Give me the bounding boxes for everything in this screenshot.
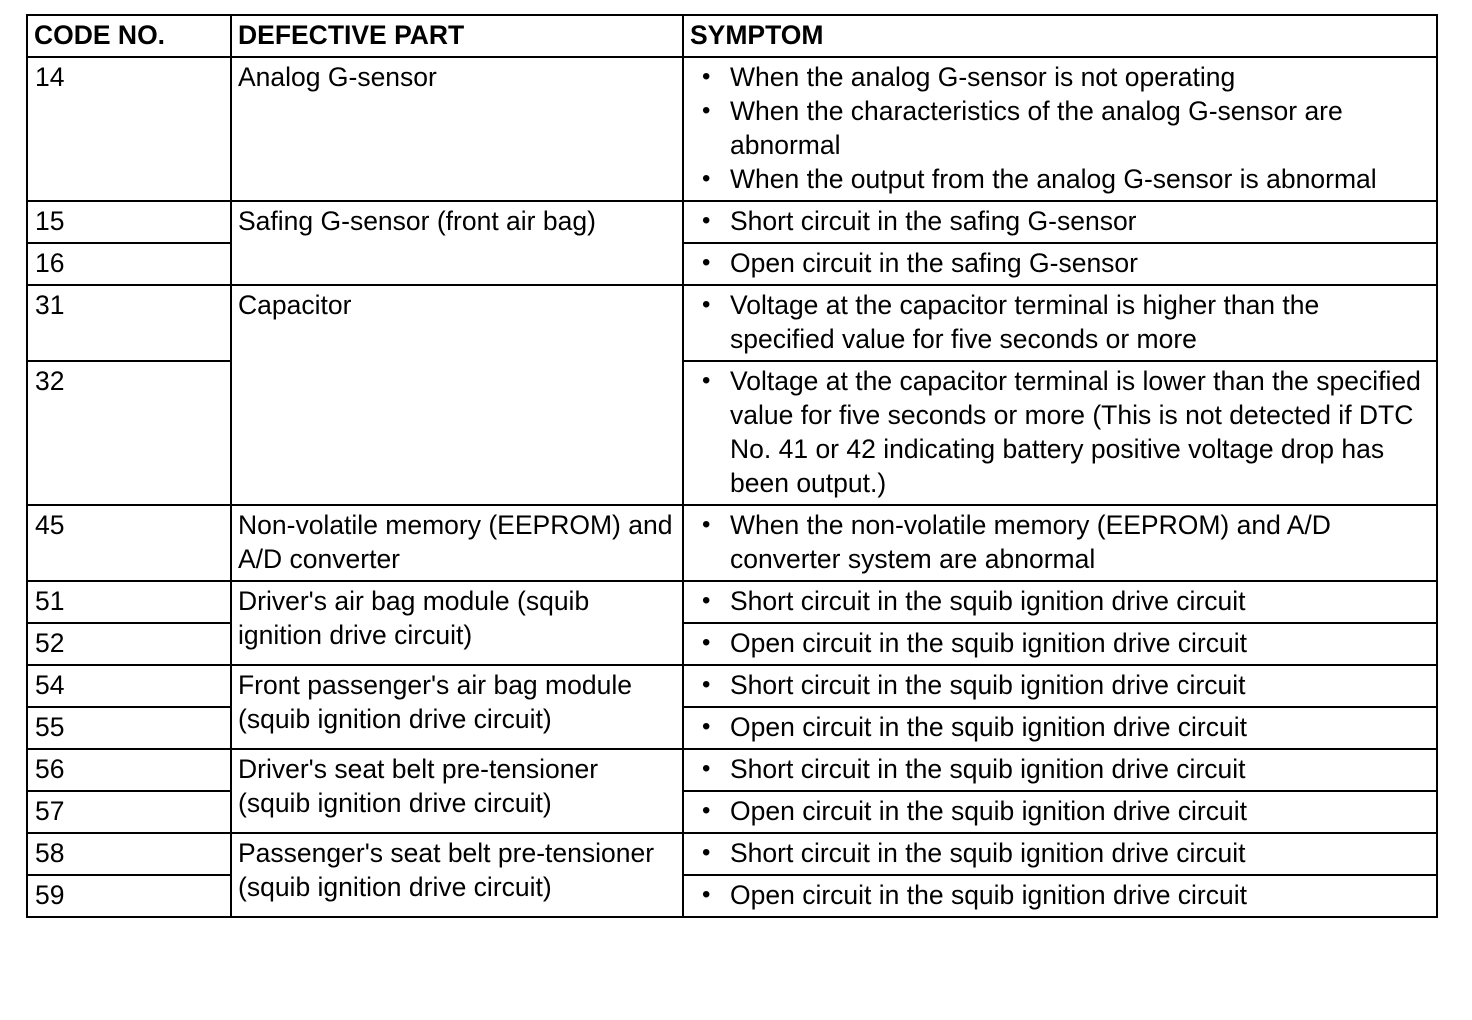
symptom-item: • Short circuit in the squib ignition drive circuit [730,752,1430,786]
symptom-item: • Short circuit in the squib ignition drive circuit [730,836,1430,870]
symptom-list [690,60,1430,196]
symptom-cell [683,361,1437,505]
symptom-cell [683,791,1437,833]
code-cell: 56 [27,749,231,791]
table-row [27,201,1437,243]
table-row [27,505,1437,581]
symptom-list [690,668,1430,702]
code-cell: 15 [27,201,231,243]
symptom-cell [683,833,1437,875]
symptom-item: • When the non-volatile memory (EEPROM) and A/D converter system are abnormal [730,508,1430,576]
header-symptom: SYMPTOM [683,15,1437,57]
header-row [27,15,1437,57]
symptom-item: • Open circuit in the squib ignition drive circuit [730,794,1430,828]
symptom-item: • Open circuit in the safing G-sensor [730,246,1430,280]
table-row [27,833,1437,875]
symptom-cell [683,57,1437,201]
table-row [27,285,1437,361]
symptom-item: • When the output from the analog G-sensor is abnormal [730,162,1430,196]
defective-part-cell: Driver's seat belt pre-tensioner (squib ignition drive circuit) [231,749,683,833]
symptom-cell [683,707,1437,749]
symptom-cell [683,749,1437,791]
defective-part-cell: Capacitor [231,285,683,505]
code-cell: 58 [27,833,231,875]
symptom-list [690,626,1430,660]
symptom-cell [683,243,1437,285]
table-row [27,581,1437,623]
symptom-cell [683,285,1437,361]
symptom-item: • When the analog G-sensor is not operating [730,60,1430,94]
symptom-cell [683,581,1437,623]
defective-part-cell: Passenger's seat belt pre-tensioner (squib ignition drive circuit) [231,833,683,917]
symptom-item: • When the characteristics of the analog G-sensor are abnormal [730,94,1430,162]
symptom-item: • Voltage at the capacitor terminal is lower than the specified value for five seconds or more (This is not detected if DTC No. 41 or 42 indicating battery positive voltage drop has been output.) [730,364,1430,500]
symptom-item: • Open circuit in the squib ignition drive circuit [730,710,1430,744]
symptom-cell [683,623,1437,665]
symptom-cell [683,665,1437,707]
defective-part-cell: Driver's air bag module (squib ignition drive circuit) [231,581,683,665]
symptom-list [690,878,1430,912]
symptom-item: • Open circuit in the squib ignition drive circuit [730,878,1430,912]
symptom-item: • Short circuit in the squib ignition drive circuit [730,584,1430,618]
table-header [27,15,1437,57]
header-code: CODE NO. [27,15,231,57]
code-cell: 16 [27,243,231,285]
code-cell: 57 [27,791,231,833]
code-cell: 55 [27,707,231,749]
symptom-list [690,508,1430,576]
defective-part-cell: Analog G-sensor [231,57,683,201]
symptom-item: • Open circuit in the squib ignition drive circuit [730,626,1430,660]
header-defective-part: DEFECTIVE PART [231,15,683,57]
symptom-item: • Short circuit in the safing G-sensor [730,204,1430,238]
table-row [27,665,1437,707]
table-row [27,749,1437,791]
symptom-cell [683,875,1437,917]
code-cell: 59 [27,875,231,917]
code-cell: 51 [27,581,231,623]
code-cell: 54 [27,665,231,707]
symptom-list [690,364,1430,500]
symptom-list [690,710,1430,744]
defective-part-cell: Safing G-sensor (front air bag) [231,201,683,285]
symptom-list [690,836,1430,870]
code-cell: 14 [27,57,231,201]
symptom-cell [683,201,1437,243]
dtc-table [26,14,1438,918]
symptom-item: • Voltage at the capacitor terminal is higher than the specified value for five seconds or more [730,288,1430,356]
table-body [27,57,1437,917]
symptom-cell [683,505,1437,581]
code-cell: 45 [27,505,231,581]
symptom-list [690,288,1430,356]
code-cell: 32 [27,361,231,505]
code-cell: 31 [27,285,231,361]
symptom-list [690,584,1430,618]
defective-part-cell: Non-volatile memory (EEPROM) and A/D converter [231,505,683,581]
code-cell: 52 [27,623,231,665]
symptom-list [690,794,1430,828]
table-row [27,57,1437,201]
symptom-list [690,752,1430,786]
symptom-list [690,246,1430,280]
defective-part-cell: Front passenger's air bag module (squib ignition drive circuit) [231,665,683,749]
symptom-item: • Short circuit in the squib ignition drive circuit [730,668,1430,702]
symptom-list [690,204,1430,238]
